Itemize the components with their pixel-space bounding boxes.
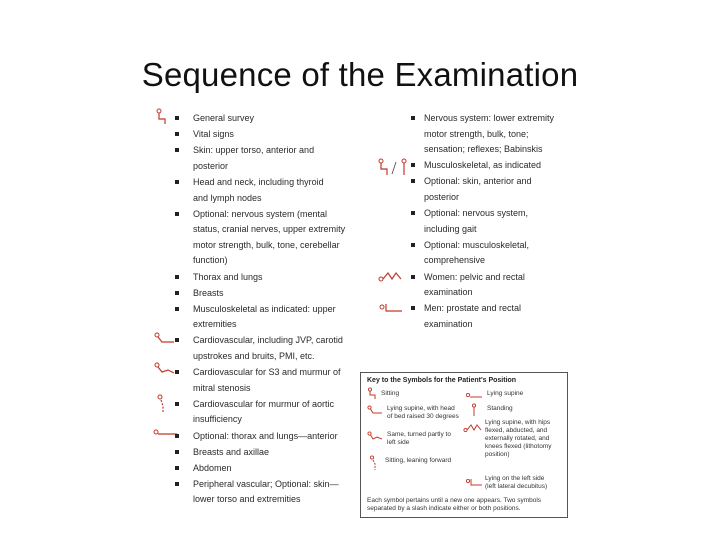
- right_column-line: Women: pelvic and rectal: [424, 271, 525, 282]
- left_column-line: function): [193, 255, 228, 266]
- slide-title: Sequence of the Examination: [141, 56, 579, 93]
- left_column-line: lower torso and extremities: [193, 494, 301, 505]
- legend-standing-icon: [469, 403, 479, 417]
- left_column-line: mitral stenosis: [193, 382, 251, 393]
- left_column-line: Optional: thorax and lungs—anterior: [193, 430, 338, 441]
- left_column-line: Breasts: [193, 287, 224, 298]
- legend-entry-line: Lying supine: [487, 390, 524, 397]
- bullet-marker: [175, 307, 179, 311]
- left_column-line: Skin: upper torso, anterior and: [193, 145, 315, 156]
- legend-entry-line: position): [485, 451, 510, 458]
- right_column-line: posterior: [424, 192, 460, 202]
- left_column-line: Peripheral vascular; Optional: skin—: [193, 478, 339, 489]
- legend-leaning-forward-icon: [369, 455, 379, 471]
- legend-lithotomy-icon: [463, 423, 483, 433]
- right_column-line: comprehensive: [424, 255, 486, 266]
- left_column-line: Vital signs: [193, 129, 234, 140]
- lithotomy-position-icon: [378, 270, 404, 282]
- legend-supine-icon: [465, 391, 483, 399]
- left_column-line: and lymph nodes: [193, 192, 262, 203]
- bullet-marker: [175, 402, 179, 406]
- leaning-forward-position-icon: [156, 394, 170, 414]
- right_column-line: Men: prostate and rectal: [424, 303, 522, 314]
- legend-entry-line: (left lateral decubitus): [485, 483, 548, 490]
- supine-30-position-icon: [154, 332, 176, 346]
- bullet-marker: [411, 179, 415, 183]
- position-symbol-legend: [360, 372, 568, 518]
- legend-entry-line: Sitting, leaning forward: [385, 457, 452, 464]
- right_column-line: Nervous system: lower extremity: [424, 113, 555, 123]
- bullet-marker: [411, 306, 415, 310]
- left_column-line: Musculoskeletal as indicated: upper: [193, 303, 336, 314]
- right_column-line: Optional: nervous system,: [424, 208, 529, 219]
- legend-supine-30-icon: [367, 405, 383, 415]
- bullet-marker: [175, 116, 179, 120]
- right_column-line: examination: [424, 318, 473, 329]
- left_column-line: Cardiovascular for murmur of aortic: [193, 398, 335, 409]
- left_column-line: Cardiovascular for S3 and murmur of: [193, 367, 341, 378]
- bullet-marker: [175, 338, 179, 342]
- legend-left-lateral-icon: [465, 477, 483, 487]
- legend-entry-line: knees flexed (lithotomy: [485, 443, 552, 450]
- right_column-line: including gait: [424, 223, 477, 234]
- left_column-line: extremities: [193, 319, 237, 330]
- left_column-line: Optional: nervous system (mental: [193, 208, 328, 219]
- sitting-standing-position-icon: [376, 158, 412, 178]
- bullet-marker: [175, 212, 179, 216]
- right_column-line: Musculoskeletal, as indicated: [424, 160, 542, 171]
- legend-entry-line: Lying supine, with head: [387, 405, 455, 412]
- legend-entry-line: Sitting: [381, 390, 400, 397]
- bullet-marker: [175, 132, 179, 136]
- bullet-marker: [175, 450, 179, 454]
- right_column-line: Optional: skin, anterior and: [424, 176, 532, 187]
- left_column-line: insufficiency: [193, 414, 242, 425]
- legend-entry-line: Lying on the left side: [485, 475, 545, 482]
- bullet-marker: [175, 291, 179, 295]
- right_column-line: motor strength, bulk, tone;: [424, 128, 529, 139]
- legend-entry-line: Same, turned partly to: [387, 431, 451, 438]
- legend-entry-line: left side: [387, 439, 410, 446]
- left-side-position-icon: [154, 362, 176, 376]
- bullet-marker: [411, 116, 415, 120]
- legend-footnote-line: Each symbol pertains until a new one appears. Two symbols: [367, 497, 542, 504]
- bullet-marker: [175, 482, 179, 486]
- left_column-line: Breasts and axillae: [193, 446, 270, 457]
- legend-entry-line: of bed raised 30 degrees: [387, 413, 459, 420]
- bullet-marker: [175, 370, 179, 374]
- bullet-marker: [175, 275, 179, 279]
- legend-entry-line: Lying supine, with hips: [485, 419, 551, 426]
- sitting-position-icon: [154, 108, 168, 126]
- legend-left-side-icon: [367, 431, 383, 441]
- legend-sitting-icon: [367, 387, 377, 401]
- legend-title: Key to the Symbols for the Patient's Position: [367, 377, 517, 384]
- left_column-line: status, cranial nerves, upper extremity: [193, 224, 346, 235]
- legend-entry-line: Standing: [487, 405, 513, 412]
- legend-footnote-line: separated by a slash indicate either or both positions.: [367, 505, 521, 512]
- left_column-line: posterior: [193, 160, 229, 171]
- bullet-marker: [411, 163, 415, 167]
- legend-footnote: [367, 497, 541, 513]
- left_column-line: motor strength, bulk, tone, cerebellar: [193, 239, 340, 250]
- bullet-marker: [175, 148, 179, 152]
- right_column-line: sensation; reflexes; Babinskis: [424, 144, 543, 155]
- left_column-line: Abdomen: [193, 462, 232, 473]
- left_column-line: Thorax and lungs: [193, 271, 263, 282]
- bullet-marker: [411, 275, 415, 279]
- left_column-line: Head and neck, including thyroid: [193, 176, 324, 187]
- left_column-line: Cardiovascular, including JVP, carotid: [193, 335, 343, 346]
- right_column-line: Optional: musculoskeletal,: [424, 239, 530, 250]
- bullet-marker: [411, 243, 415, 247]
- right_column-line: examination: [424, 287, 473, 298]
- bullet-marker: [411, 211, 415, 215]
- bullet-marker: [175, 434, 179, 438]
- left_column-line: General survey: [193, 113, 255, 123]
- bullet-marker: [175, 466, 179, 470]
- legend-entry-line: flexed, abducted, and: [485, 427, 548, 434]
- left-lateral-position-icon: [378, 302, 404, 314]
- left_column-line: upstrokes and bruits, PMI, etc.: [193, 351, 315, 361]
- bullet-marker: [175, 180, 179, 184]
- legend-entry-line: externally rotated, and: [485, 435, 550, 442]
